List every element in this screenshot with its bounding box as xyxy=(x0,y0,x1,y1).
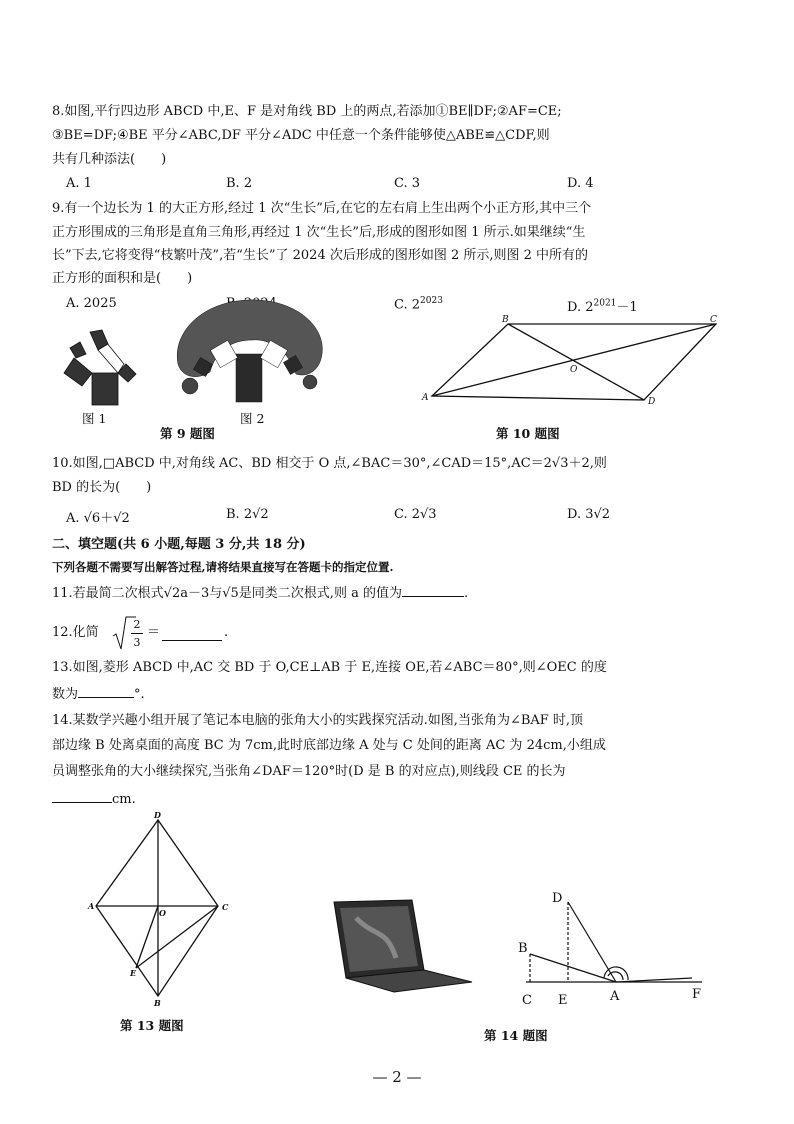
q13-answer-blank[interactable] xyxy=(78,697,134,698)
q13-caption: 第 13 题图 xyxy=(120,1018,184,1033)
page-number: — 2 — xyxy=(372,1068,422,1086)
q9-option-c-exp: 2023 xyxy=(420,296,443,306)
q9-option-c[interactable] xyxy=(394,296,443,312)
q14-answer-blank[interactable] xyxy=(52,802,112,803)
fig1-left-square xyxy=(64,358,92,386)
fig1-base-square xyxy=(92,373,118,405)
q14-line1: 14.某数学兴趣小组开展了笔记本电脑的张角大小的实践探究活动.如图,当张角为∠BAF 时,顶 xyxy=(52,713,584,728)
q12-prefix: 12.化简 xyxy=(52,625,99,640)
q9-figure2 xyxy=(170,294,328,406)
q13-tail: °. xyxy=(134,687,145,702)
q10-diagonal-bd xyxy=(508,324,644,400)
q14-label-c: C xyxy=(522,993,532,1008)
q12-equals: ＝ xyxy=(147,625,161,640)
q10-line2: BD 的长为( ) xyxy=(52,480,152,495)
section2-note: 下列各题不需要写出解答过程,请将结果直接写在答题卡的指定位置. xyxy=(52,560,394,574)
q14-segment-ab xyxy=(530,954,616,982)
q9-fig2-label: 图 2 xyxy=(240,411,265,426)
q13-label-d: D xyxy=(154,810,161,820)
q9-option-d-exp: 2021 xyxy=(593,298,617,309)
q13-label-a: A xyxy=(88,901,95,911)
q9-option-d-base: D. 2 xyxy=(567,300,594,315)
q9-option-c-base: C. 2 xyxy=(394,297,421,313)
q10-label-o: O xyxy=(570,365,578,375)
q14-line3: 员调整张角的大小继续探究,当张角∠DAF＝120°时(D 是 B 的对应点),则线段 CE 的长为 xyxy=(52,764,566,779)
q14-label-f: F xyxy=(692,987,702,1002)
laptop-display xyxy=(340,906,418,972)
q13-prefix: 数为 xyxy=(52,687,79,702)
q13-figure xyxy=(86,810,232,1008)
q14-label-b: B xyxy=(518,941,528,956)
laptop-icon xyxy=(326,898,476,994)
q14-line4 xyxy=(52,791,136,809)
q14-label-d: D xyxy=(552,891,563,906)
q12-tail: . xyxy=(224,625,229,640)
q10-label-d: D xyxy=(648,397,656,407)
q8-line3: 共有几种添法( ) xyxy=(52,152,167,167)
q10-caption: 第 10 题图 xyxy=(496,426,560,441)
q13-label-b: B xyxy=(154,998,161,1008)
q10-diagonal-ac xyxy=(432,324,716,396)
q13-label-o: O xyxy=(159,908,166,918)
q8-option-d[interactable]: D. 4 xyxy=(567,176,594,191)
q11-answer-blank[interactable] xyxy=(402,596,464,597)
q9-line1: 9.有一个边长为 1 的大正方形,经过 1 次“生长”后,在它的左右肩上生出两个小正方形,其中三个 xyxy=(52,201,592,216)
q9-line3: 长”下去,它将变得“枝繁叶茂”,若“生长”了 2024 次后形成的图形如图 2 所示,则图 2 中所有的 xyxy=(52,248,589,263)
q11-line xyxy=(52,585,468,603)
q14-caption: 第 14 题图 xyxy=(484,1028,548,1043)
q8-option-a[interactable]: A. 1 xyxy=(66,176,92,191)
q9-caption: 第 9 题图 xyxy=(160,426,215,441)
fig2-trunk xyxy=(236,354,262,402)
q8-option-c[interactable]: C. 3 xyxy=(394,176,421,191)
q9-line4: 正方形的面积和是( ) xyxy=(52,271,193,286)
q9-option-a[interactable]: A. 2025 xyxy=(66,296,117,311)
q8-line2: ③BE=DF;④BE 平分∠ABC,DF 平分∠ADC 中任意一个条件能够使△ABE≌△CDF,则 xyxy=(52,128,550,143)
q13-line1: 13.如图,菱形 ABCD 中,AC 交 BD 于 O,CE⊥AB 于 E,连接 OE,若∠ABC＝80°,则∠OEC 的度 xyxy=(52,660,607,675)
q13-label-e: E xyxy=(130,968,137,978)
q13-segment-ce xyxy=(136,906,218,968)
q9-fig1-label: 图 1 xyxy=(82,411,107,426)
q10-label-a: A xyxy=(422,393,429,403)
q13-segment-oe xyxy=(136,906,158,968)
q14-label-a: A xyxy=(610,989,620,1004)
q12-denominator: 3 xyxy=(133,636,141,649)
q12-numerator: 2 xyxy=(133,618,141,631)
q11-tail: . xyxy=(463,586,469,601)
q9-line2: 正方形围成的三角形是直角三角形,再经过 1 次“生长”后,形成的图形如图 1 所示.如果继续“生 xyxy=(52,225,586,240)
q9-figure1 xyxy=(62,328,142,408)
q14-angle-arc-inner xyxy=(608,972,623,980)
q14-tail: cm. xyxy=(112,792,136,807)
q10-option-a[interactable]: A. √6＋√2 xyxy=(66,511,130,526)
q13-label-c: C xyxy=(222,902,229,912)
q10-option-d[interactable]: D. 3√2 xyxy=(567,507,611,522)
q12-answer-blank[interactable] xyxy=(162,624,222,641)
q14-line2: 部边缘 B 处离桌面的高度 BC 为 7cm,此时底部边缘 A 处与 C 处间的距离 AC 为 24cm,小组成 xyxy=(52,738,606,753)
q10-option-c[interactable]: C. 2√3 xyxy=(394,507,437,522)
q11-text: 11.若最简二次根式√2a－3与√5是同类二次根式,则 a 的值为 xyxy=(52,586,402,601)
q10-figure xyxy=(420,312,730,408)
q10-label-b: B xyxy=(502,315,509,325)
q9-option-d-tail: －1 xyxy=(616,300,638,315)
fig2-leaf-left xyxy=(182,378,198,394)
fig2-leaf-right xyxy=(303,375,317,389)
q8-line1: 8.如图,平行四边形 ABCD 中,E、F 是对角线 BD 上的两点,若添加①BE∥DF;②AF=CE; xyxy=(52,104,562,119)
fig1-leaf-square xyxy=(70,342,86,358)
q10-option-b[interactable]: B. 2√2 xyxy=(226,507,269,522)
q14-label-e: E xyxy=(558,993,568,1008)
q13-line2 xyxy=(52,686,145,704)
section2-title: 二、填空题(共 6 小题,每题 3 分,共 18 分) xyxy=(52,537,306,552)
q8-option-b[interactable]: B. 2 xyxy=(226,176,253,191)
q10-label-c: C xyxy=(710,315,717,325)
q10-line1: 10.如图,□ABCD 中,对角线 AC、BD 相交于 O 点,∠BAC＝30°,∠CAD＝15°,AC＝2√3＋2,则 xyxy=(52,456,607,471)
q14-figure xyxy=(512,880,712,1010)
